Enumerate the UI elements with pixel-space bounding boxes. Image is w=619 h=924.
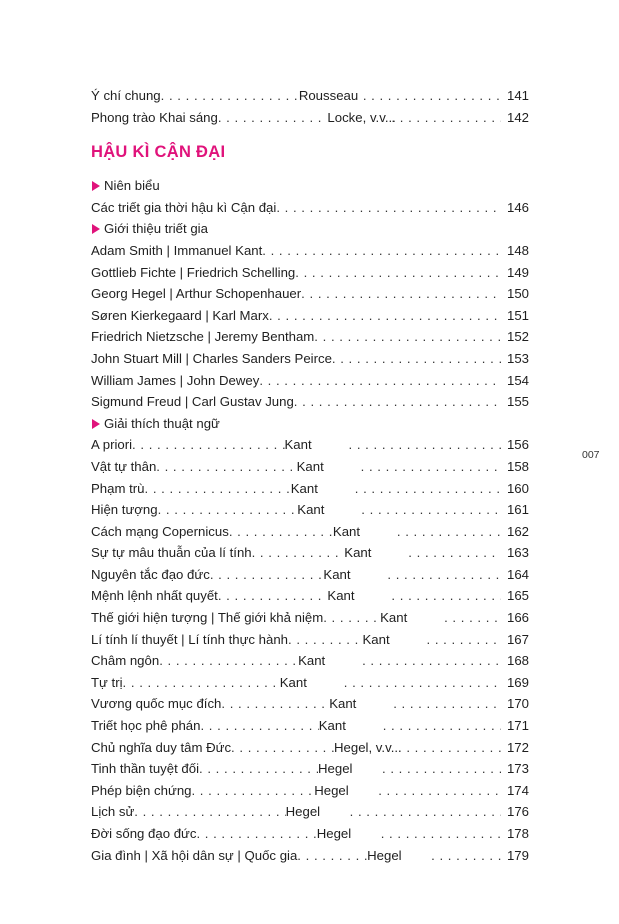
section-title: HẬU KÌ CẬN ĐẠI [91,143,226,162]
entry-philosopher: Kant [362,631,390,647]
entry-page: 173 [506,761,529,777]
dot-leader [444,607,501,629]
entry-philosopher: Hegel [314,782,349,798]
entry-title: Sigmund Freud | Carl Gustav Jung [91,394,294,410]
entry-term: Thế giới hiện tượng | Thế giới khả niệm [91,610,324,626]
dot-leader [231,737,334,759]
entry-page: 152 [506,329,529,345]
toc-entry [91,823,529,845]
entry-term: Nguyên tắc đạo đức [91,566,210,582]
dot-leader [295,262,501,284]
toc-entry [91,348,529,370]
entry-philosopher: Kant [327,588,355,604]
entry-term: Tinh thần tuyệt đối [91,761,200,777]
dot-leader [191,780,314,802]
entry-philosopher: Kant [279,674,307,690]
toc-entry [91,737,529,759]
entry-term: Đời sống đạo đức [91,826,197,841]
subsection-chronology [91,175,529,197]
dot-leader [408,542,501,564]
entry-title: Adam Smith | Immanuel Kant [91,242,263,258]
dot-leader [252,542,345,564]
triangle-bullet-icon [92,419,100,429]
entry-philosopher: Locke, v.v... [327,109,396,125]
entry-page: 141 [506,88,529,103]
entry-page: 158 [506,458,529,474]
entry-title: John Stuart Mill | Charles Sanders Peirce [91,350,332,366]
entry-page: 164 [506,566,529,582]
toc-entry [91,434,529,456]
toc-entry [91,758,529,780]
entry-philosopher: Hegel [318,761,353,777]
entry-title: Các triết gia thời hậu kì Cận đại [91,199,277,215]
subsection-heading: Giới thiệu triết gia [104,221,208,237]
triangle-bullet-icon [92,224,100,234]
dot-leader [294,391,501,413]
dot-leader [132,434,284,456]
toc-entry [91,499,529,521]
entry-page: 142 [506,109,529,125]
toc-entry [91,283,529,305]
toc-entry [91,456,529,478]
dot-leader [218,107,328,129]
dot-leader [381,823,501,845]
dot-leader [387,564,501,586]
dot-leader [134,801,285,823]
toc-entry [91,85,529,107]
dot-leader [123,672,280,694]
dot-leader [145,478,291,500]
entry-philosopher: Kant [380,610,408,626]
dot-leader [323,607,380,629]
toc-entry [91,262,529,284]
dot-leader [344,672,501,694]
dot-leader [301,283,501,305]
dot-leader [393,693,501,715]
entry-term: A priori [91,437,133,453]
toc-top-list [91,85,529,128]
dot-leader [398,737,501,759]
dot-leader [382,758,501,780]
chronology-list [91,197,529,219]
entry-page: 166 [506,610,529,626]
entry-term: Phép biện chứng [91,782,192,798]
entry-term: Triết học phê phán [91,718,201,734]
entry-page: 162 [506,523,529,539]
entry-page: 167 [506,631,529,647]
subsection-philosophers [91,218,529,240]
toc-entry [91,107,529,129]
toc-entry [91,326,529,348]
dot-leader [210,564,324,586]
toc-entry [91,672,529,694]
dot-leader [361,499,501,521]
toc-entry [91,391,529,413]
dot-leader [199,758,318,780]
entry-page: 153 [506,350,529,366]
entry-page: 174 [506,782,529,798]
dot-leader [350,801,501,823]
dot-leader [383,715,501,737]
entry-philosopher: Kant [298,653,326,669]
entry-philosopher: Kant [344,545,372,561]
toc-entry [91,801,529,823]
toc-entry [91,564,529,586]
toc-entry [91,780,529,802]
entry-philosopher: Kant [323,566,351,582]
entry-page: 171 [506,718,529,734]
entry-philosopher: Hegel, v.v... [334,739,402,755]
entry-term: Lịch sử [91,804,135,820]
toc-entry [91,585,529,607]
dot-leader [378,780,501,802]
dot-leader [200,715,318,737]
entry-title: William James | John Dewey [91,372,260,388]
entry-title: Søren Kierkegaard | Karl Marx [91,307,269,323]
entry-philosopher: Hegel [285,804,321,820]
entry-page: 160 [506,480,529,496]
entry-philosopher: Kant [318,718,346,734]
dot-leader [361,456,501,478]
entry-term: Phong trào Khai sáng [91,109,218,125]
subsection-terms [91,413,529,435]
entry-page: 172 [506,739,529,755]
dot-leader [269,305,501,327]
dot-leader [159,650,298,672]
entry-page: 179 [506,847,529,863]
entry-page: 170 [506,696,529,712]
toc-entry [91,305,529,327]
entry-page: 156 [506,437,529,453]
dot-leader [362,650,501,672]
entry-page: 149 [506,264,529,280]
toc-entry [91,650,529,672]
entry-term: Châm ngôn [91,653,160,669]
philosophers-list [91,240,529,413]
entry-page: 155 [506,394,529,410]
entry-page: 178 [506,826,529,841]
entry-title: Georg Hegel | Arthur Schopenhauer [91,286,302,302]
entry-term: Vương quốc mục đích [91,696,222,712]
entry-term: Cách mạng Copernicus [91,523,229,539]
entry-term: Tự trị [91,674,123,690]
subsection-heading: Giải thích thuật ngữ [104,415,220,431]
entry-philosopher: Kant [296,458,324,474]
entry-page: 154 [506,372,529,388]
entry-term: Lí tính lí thuyết | Lí tính thực hành [91,631,289,647]
table-of-contents [91,85,529,866]
page-number: 007 [582,449,600,461]
dot-leader [427,629,501,651]
entry-page: 146 [506,199,529,215]
dot-leader [276,197,501,219]
toc-entry [91,845,529,867]
triangle-bullet-icon [92,181,100,191]
dot-leader [196,823,316,845]
entry-page: 150 [506,286,529,302]
dot-leader [156,456,296,478]
dot-leader [158,499,298,521]
dot-leader [259,370,501,392]
dot-leader [355,478,501,500]
entry-philosopher: Kant [329,696,357,712]
dot-leader [297,845,367,867]
entry-term: Sự tự mâu thuẫn của lí tính [91,545,252,561]
entry-philosopher: Kant [284,437,312,453]
toc-entry [91,478,529,500]
dot-leader [288,629,362,651]
toc-entry [91,715,529,737]
entry-philosopher: Kant [332,523,361,539]
toc-entry [91,542,529,564]
dot-leader [218,585,328,607]
entry-page: 168 [506,653,529,669]
entry-philosopher: Rousseau [298,88,359,103]
dot-leader [221,693,329,715]
dot-leader [229,521,333,543]
dot-leader [363,85,501,107]
entry-page: 151 [506,307,529,323]
entry-title: Friedrich Nietzsche | Jeremy Bentham [91,329,315,345]
toc-entry [91,240,529,262]
entry-philosopher: Hegel [367,847,402,863]
dot-leader [314,326,501,348]
entry-term: Hiện tượng [91,502,158,518]
dot-leader [397,521,501,543]
entry-term: Chủ nghĩa duy tâm Đức [91,739,232,755]
dot-leader [391,107,501,129]
toc-entry [91,629,529,651]
entry-page: 163 [506,545,529,561]
entry-term: Vật tự thân [91,458,157,474]
dot-leader [262,240,501,262]
dot-leader [391,585,501,607]
entry-page: 161 [506,502,529,518]
toc-entry [91,370,529,392]
dot-leader [161,85,299,107]
entry-term: Phạm trù [91,480,145,496]
toc-entry [91,197,529,219]
entry-term: Gia đình | Xã hội dân sự | Quốc gia [91,847,298,863]
entry-term: Mệnh lệnh nhất quyết [91,588,218,604]
entry-philosopher: Kant [290,480,318,496]
entry-term: Ý chí chung [91,88,161,103]
terms-list [91,434,529,866]
dot-leader [332,348,501,370]
toc-entry [91,521,529,543]
entry-page: 165 [506,588,529,604]
subsection-heading: Niên biểu [104,178,160,194]
dot-leader [431,845,501,867]
dot-leader [349,434,501,456]
entry-philosopher: Hegel [316,826,352,841]
entry-page: 148 [506,242,529,258]
entry-page: 169 [506,674,529,690]
toc-entry [91,607,529,629]
toc-entry [91,693,529,715]
entry-page: 176 [506,804,529,820]
entry-philosopher: Kant [297,502,325,518]
entry-title: Gottlieb Fichte | Friedrich Schelling [91,264,296,280]
